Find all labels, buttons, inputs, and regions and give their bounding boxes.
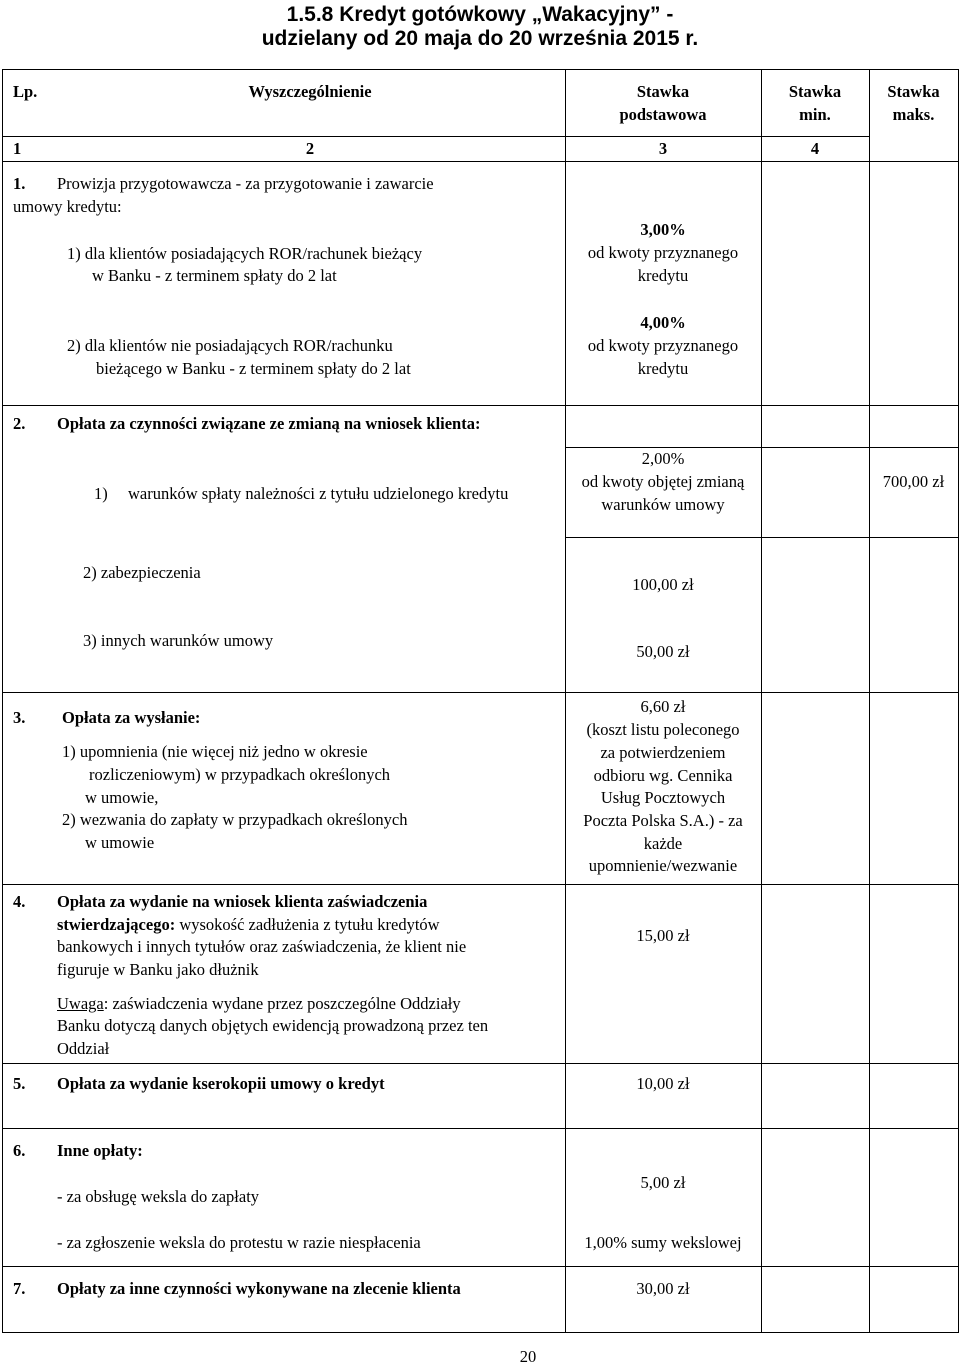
row-1-item-a-rate: 3,00%: [640, 220, 686, 239]
header-rate-max-2: maks.: [892, 105, 935, 124]
col-divider-min: [761, 69, 762, 1333]
row-4-note-cont: Banku dotyczą danych objętych ewidencją prowadzoną przez ten: [57, 1016, 489, 1035]
row-2-item-b: 2) zabezpieczenia: [83, 563, 201, 582]
row-5-title: Opłata za wydanie kserokopii umowy o kredyt: [57, 1074, 385, 1093]
header-rate-max-1: Stawka: [887, 82, 940, 101]
col-number: 3: [658, 139, 668, 158]
table-border-top: [2, 69, 959, 70]
row-4-note-cont: Oddział: [57, 1039, 110, 1058]
row-3-line: 1) upomnienia (nie więcej niż jedno w okresie: [62, 742, 368, 761]
row-2-item-a: warunków spłaty należności z tytułu udzielonego kredytu: [128, 484, 509, 503]
table-border-right: [958, 69, 959, 1333]
row-1-item-b: 2) dla klientów nie posiadających ROR/rachunku: [67, 336, 393, 355]
row-3-line: w umowie,: [85, 788, 159, 807]
note-label: Uwaga: [57, 994, 104, 1013]
row-7-rate: 30,00 zł: [636, 1279, 690, 1298]
col-divider-max: [869, 69, 870, 1333]
row-separator: [565, 537, 959, 538]
row-number: 1.: [13, 174, 26, 193]
row-3-rate-desc: odbioru wg. Cennika: [593, 766, 733, 785]
header-rate-base-2: podstawowa: [619, 105, 707, 124]
row-4-title: Opłata za wydanie na wniosek klienta zaświadczenia: [57, 892, 428, 911]
header-rate-base-1: Stawka: [636, 82, 690, 101]
row-4-rate: 15,00 zł: [636, 926, 690, 945]
row-1-title: Prowizja przygotowawcza - za przygotowanie i zawarcie: [57, 174, 434, 193]
row-3-line: rozliczeniowym) w przypadkach określonych: [89, 765, 391, 784]
col-number: 4: [810, 139, 820, 158]
row-4-title-cont: stwierdzającego:: [57, 915, 176, 934]
row-6-item-b-rate: 1,00% sumy wekslowej: [584, 1233, 742, 1252]
row-number: 2.: [13, 414, 26, 433]
row-separator: [2, 884, 959, 885]
note-text: : zaświadczenia wydane przez poszczególne Oddziały: [103, 994, 461, 1013]
row-6-item-a-rate: 5,00 zł: [640, 1173, 686, 1192]
row-3-rate-desc: (koszt listu poleconego: [586, 720, 740, 739]
page-number: 20: [519, 1347, 537, 1366]
row-1-item-a-cont: w Banku - z terminem spłaty do 2 lat: [92, 266, 337, 285]
col-number: 2: [305, 139, 315, 158]
row-4-note: [57, 993, 461, 1016]
row-1-title-cont: umowy kredytu:: [13, 197, 122, 216]
row-separator: [2, 1266, 959, 1267]
row-separator: [2, 1128, 959, 1129]
row-1-item-b-rate-desc: od kwoty przyznanego: [587, 336, 739, 355]
row-number: 3.: [13, 708, 26, 727]
row-2-item-a-max: 700,00 zł: [882, 472, 945, 491]
row-2-item-a-num: 1): [94, 484, 108, 503]
row-3-line: 2) wezwania do zapłaty w przypadkach określonych: [62, 810, 408, 829]
row-number: 6.: [13, 1141, 26, 1160]
header-rate-min-1: Stawka: [788, 82, 842, 101]
row-2-item-a-rate-desc: od kwoty objętej zmianą: [581, 472, 745, 491]
row-4-line: bankowych i innych tytułów oraz zaświadczenia, że klient nie: [57, 937, 467, 956]
row-6-item-a: - za obsługę weksla do zapłaty: [57, 1187, 260, 1206]
row-3-rate-desc: każde: [643, 834, 683, 853]
row-3-line: w umowie: [85, 833, 155, 852]
row-2-title: Opłata za czynności związane ze zmianą na wniosek klienta:: [57, 414, 481, 433]
row-1-item-b-rate: 4,00%: [640, 313, 686, 332]
row-6-title: Inne opłaty:: [57, 1141, 143, 1160]
row-number: 7.: [13, 1279, 26, 1298]
row-4-desc: wysokość zadłużenia z tytułu kredytów: [175, 915, 440, 934]
row-1-item-b-cont: bieżącego w Banku - z terminem spłaty do 2 lat: [96, 359, 411, 378]
row-2-item-b-rate: 100,00 zł: [632, 575, 694, 594]
row-2-item-a-rate-desc: warunków umowy: [601, 495, 725, 514]
table-border-left: [2, 69, 3, 1333]
row-1-item-b-rate-desc: kredytu: [637, 359, 689, 378]
row-separator: [2, 405, 959, 406]
col-number: 1: [13, 139, 22, 158]
row-1-item-a: 1) dla klientów posiadających ROR/rachunek bieżący: [67, 244, 423, 263]
header-item: Wyszczególnienie: [248, 82, 372, 101]
row-number: 5.: [13, 1074, 26, 1093]
row-1-item-a-rate-desc: kredytu: [637, 266, 689, 285]
row-2-item-c: 3) innych warunków umowy: [83, 631, 274, 650]
row-4-line: [57, 914, 440, 937]
row-3-title: Opłata za wysłanie:: [62, 708, 201, 727]
row-2-item-a-rate: 2,00%: [641, 449, 685, 468]
row-3-rate-desc: za potwierdzeniem: [600, 743, 726, 762]
table-border-bottom: [2, 1332, 959, 1333]
row-3-rate-desc: Poczta Polska S.A.) - za: [583, 811, 743, 830]
row-number: 4.: [13, 892, 26, 911]
row-7-title: Opłaty za inne czynności wykonywane na zlecenie klienta: [57, 1279, 461, 1298]
row-3-rate-desc: upomnienie/wezwanie: [588, 856, 738, 875]
row-3-rate: 6,60 zł: [640, 697, 686, 716]
row-1-item-a-rate-desc: od kwoty przyznanego: [587, 243, 739, 262]
row-4-line: figuruje w Banku jako dłużnik: [57, 960, 259, 979]
row-separator: [2, 1063, 959, 1064]
header-lp: Lp.: [13, 82, 38, 101]
row-separator: [2, 692, 959, 693]
page-title-line-1: 1.5.8 Kredyt gotówkowy „Wakacyjny” -: [286, 3, 674, 26]
row-2-item-c-rate: 50,00 zł: [636, 642, 690, 661]
row-6-item-b: - za zgłoszenie weksla do protestu w razie niespłacenia: [57, 1233, 421, 1252]
page-title-line-2: udzielany od 20 maja do 20 września 2015 r.: [261, 27, 699, 50]
row-3-rate-desc: Usług Pocztowych: [600, 788, 726, 807]
header-rate-min-2: min.: [799, 105, 831, 124]
header-separator: [2, 136, 869, 137]
row-5-rate: 10,00 zł: [636, 1074, 690, 1093]
col-numbers-separator: [2, 161, 959, 162]
